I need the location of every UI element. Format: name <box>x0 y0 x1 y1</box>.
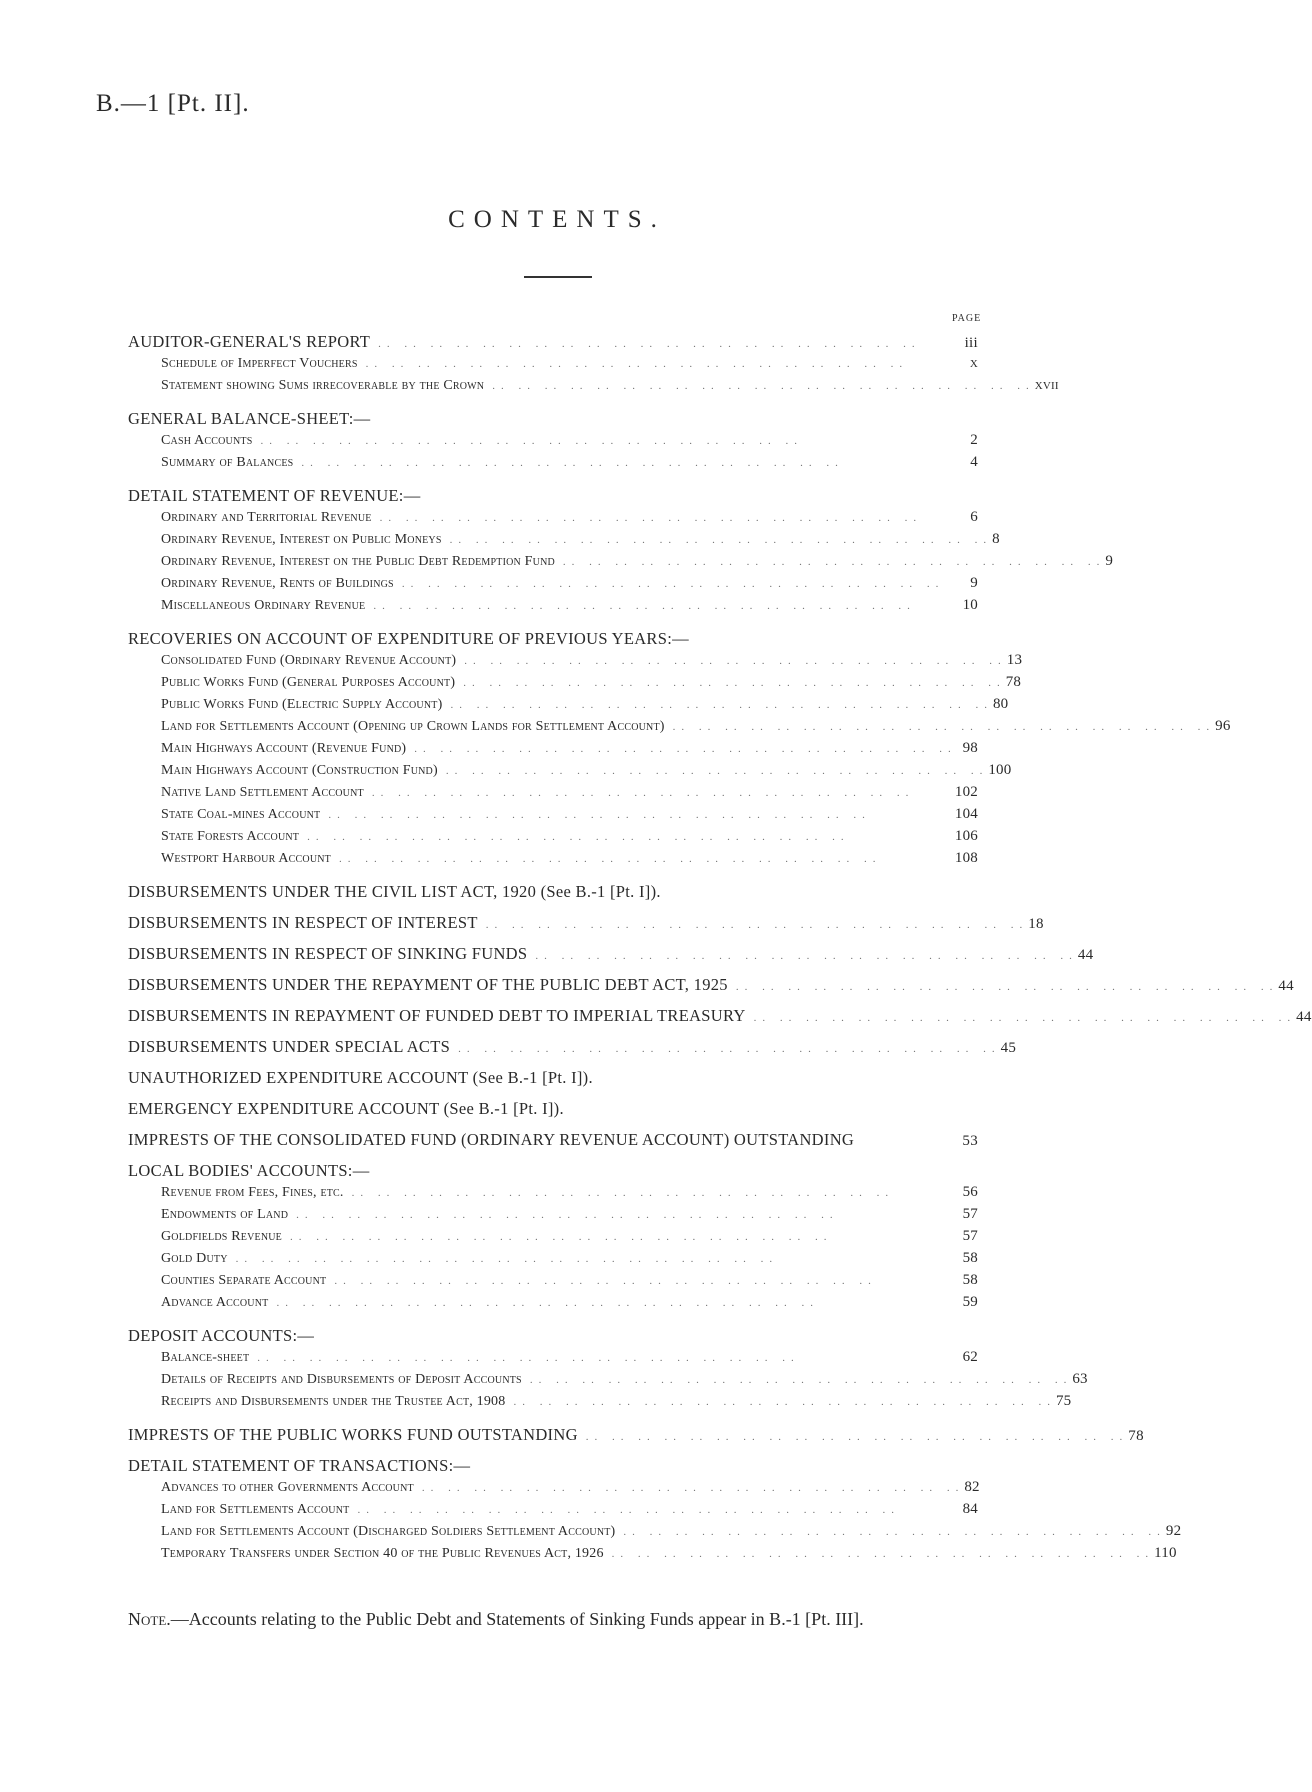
toc-leader-dots: .. .. .. .. .. .. .. .. .. .. .. .. .. .. .. .. .. .. .. .. .. <box>334 1275 877 1287</box>
toc-entry <box>128 1228 978 1248</box>
toc-entry <box>128 509 978 529</box>
toc-page-number: 18 <box>1028 916 1044 932</box>
toc-page-number: 6 <box>970 509 978 525</box>
toc-entry <box>128 1272 978 1292</box>
toc-leader-dots: .. .. .. .. .. .. .. .. .. .. .. .. .. .. .. .. .. .. .. .. .. <box>328 809 871 821</box>
toc-page-number: 13 <box>1006 652 1023 668</box>
toc-label: Statement showing Sums irrecoverable by the Crown <box>161 378 485 393</box>
toc-entry <box>128 674 1022 694</box>
toc-leader-dots: .. .. .. .. .. .. .. .. .. .. .. .. .. .. .. .. .. .. .. .. .. <box>276 1297 819 1309</box>
toc-leader-dots: .. .. .. .. .. .. .. .. .. .. .. .. .. .. .. .. .. .. .. .. .. <box>421 1482 965 1494</box>
toc-label: DISBURSEMENTS UNDER SPECIAL ACTS <box>128 1037 451 1056</box>
toc-section-heading <box>128 629 978 650</box>
toc-leader-dots: .. .. .. .. .. .. .. .. .. .. .. .. .. .. .. .. .. .. .. .. .. <box>371 787 915 799</box>
toc-section-heading <box>128 1161 978 1182</box>
toc-leader-dots: .. .. .. .. .. .. .. .. .. .. .. .. .. .. .. .. .. .. .. .. .. <box>464 655 1007 667</box>
toc-section-heading <box>128 882 978 903</box>
toc-page-number: 80 <box>992 696 1009 712</box>
toc-page-number: 82 <box>964 1479 980 1495</box>
toc-page-number: 4 <box>970 454 978 470</box>
toc-page-number: 10 <box>962 597 978 613</box>
toc-page-number: 100 <box>988 762 1012 778</box>
toc-page-number: 56 <box>962 1184 978 1200</box>
toc-entry <box>128 1184 978 1204</box>
toc-label: UNAUTHORIZED EXPENDITURE ACCOUNT (See B.-1 [Pt. I]). <box>128 1068 593 1087</box>
toc-label: DISBURSEMENTS IN RESPECT OF INTEREST <box>128 913 478 932</box>
toc-entry <box>128 432 978 452</box>
toc-section-heading <box>128 1425 1144 1446</box>
toc-leader-dots: .. .. .. .. .. .. .. .. .. .. .. .. .. .. .. .. .. .. .. .. .. <box>365 358 909 370</box>
toc-section-heading <box>128 1068 978 1089</box>
toc-label: Land for Settlements Account (Discharged Soldiers Settlement Account) <box>161 1524 616 1539</box>
toc-label: EMERGENCY EXPENDITURE ACCOUNT (See B.-1 [Pt. I]). <box>128 1099 564 1118</box>
toc-page-number: 44 <box>1296 1009 1312 1025</box>
toc-section-heading <box>128 1037 1017 1058</box>
toc-entry <box>128 1523 1182 1543</box>
toc-entry <box>128 553 1114 573</box>
toc-leader-dots: .. .. .. .. .. .. .. .. .. .. .. .. .. .. .. .. .. .. .. .. .. <box>401 578 945 590</box>
toc-page-number: 96 <box>1215 718 1231 734</box>
toc-page-number: 59 <box>962 1294 978 1310</box>
toc-page-number: 110 <box>1154 1545 1177 1561</box>
toc-leader-dots: .. .. .. .. .. .. .. .. .. .. .. .. .. .. .. .. .. .. .. .. .. <box>485 919 1029 931</box>
toc-entry <box>128 597 978 617</box>
toc-leader-dots: .. .. .. .. .. .. .. .. .. .. .. .. .. .. .. .. .. .. .. .. .. <box>378 338 921 350</box>
document-reference: B.—1 [Pt. II]. <box>96 90 250 117</box>
toc-entry <box>128 454 978 474</box>
toc-entry <box>128 1479 978 1499</box>
toc-label: State Forests Account <box>161 829 300 844</box>
toc-entry <box>128 784 978 804</box>
toc-label: Advance Account <box>161 1295 269 1310</box>
toc-leader-dots: .. .. .. .. .. .. .. .. .. .. .. .. .. .. .. .. .. .. .. .. .. <box>307 831 850 843</box>
toc-entry <box>128 1349 978 1369</box>
toc-entry <box>128 1206 978 1226</box>
toc-leader-dots: .. .. .. .. .. .. .. .. .. .. .. .. .. .. .. .. .. .. .. .. .. <box>562 556 1106 568</box>
toc-page-number: 57 <box>962 1228 978 1244</box>
toc-label: DISBURSEMENTS IN RESPECT OF SINKING FUNDS <box>128 944 528 963</box>
toc-section-heading <box>128 332 978 353</box>
toc-leader-dots: .. .. .. .. .. .. .. .. .. .. .. .. .. .. .. .. .. .. .. .. .. <box>492 380 1035 392</box>
toc-leader-dots: .. .. .. .. .. .. .. .. .. .. .. .. .. .. .. .. .. .. .. .. .. <box>373 600 916 612</box>
toc-page-number: xvii <box>1034 377 1059 393</box>
toc-page-number: 44 <box>1077 947 1094 963</box>
toc-entry <box>128 355 978 375</box>
toc-label: Land for Settlements Account <box>161 1502 350 1517</box>
toc-page-number: 44 <box>1278 978 1294 994</box>
toc-section-heading <box>128 409 978 430</box>
toc-label: Summary of Balances <box>161 455 294 470</box>
toc-label: Schedule of Imperfect Vouchers <box>161 356 358 371</box>
toc-label: Revenue from Fees, Fines, etc. <box>161 1185 344 1200</box>
toc-page-number: 45 <box>1000 1040 1017 1056</box>
toc-label: Advances to other Governments Account <box>161 1480 414 1495</box>
toc-leader-dots: .. .. .. .. .. .. .. .. .. .. .. .. .. .. .. .. .. .. .. .. .. <box>414 743 957 755</box>
toc-label: Public Works Fund (Electric Supply Account) <box>161 697 443 712</box>
toc-label: Details of Receipts and Disbursements of Deposit Accounts <box>161 1372 522 1387</box>
toc-leader-dots: .. .. .. .. .. .. .. .. .. .. .. .. .. .. .. .. .. .. .. .. .. <box>235 1253 779 1265</box>
toc-label: Counties Separate Account <box>161 1273 327 1288</box>
toc-label: DEPOSIT ACCOUNTS:— <box>128 1326 315 1345</box>
toc-label: Receipts and Disbursements under the Trustee Act, 1908 <box>161 1394 506 1409</box>
toc-leader-dots: .. .. .. .. .. .. .. .. .. .. .. .. .. .. .. .. .. .. .. .. .. <box>458 1043 1001 1055</box>
toc-section-heading <box>128 975 1294 996</box>
toc-label: AUDITOR-GENERAL'S REPORT <box>128 332 371 351</box>
toc-leader-dots: .. .. .. .. .. .. .. .. .. .. .. .. .. .. .. .. .. .. .. .. .. <box>735 981 1279 993</box>
page-column-label: PAGE <box>952 313 982 324</box>
toc-entry <box>128 1501 978 1521</box>
page-title: CONTENTS. <box>448 206 666 233</box>
table-of-contents <box>128 332 1312 1565</box>
toc-label: State Coal-mines Account <box>161 807 321 822</box>
toc-leader-dots: .. .. .. .. .. .. .. .. .. .. .. .. .. .. .. .. .. .. .. .. .. <box>585 1431 1129 1443</box>
toc-label: LOCAL BODIES' ACCOUNTS:— <box>128 1161 370 1180</box>
toc-leader-dots: .. .. .. .. .. .. .. .. .. .. .. .. .. .. .. .. .. .. .. .. .. <box>623 1526 1166 1538</box>
toc-page-number: 57 <box>962 1206 978 1222</box>
toc-page-number: 98 <box>962 740 978 756</box>
toc-entry <box>128 1393 1072 1413</box>
toc-page-number: x <box>969 355 978 371</box>
toc-label: Gold Duty <box>161 1251 228 1266</box>
toc-label: Public Works Fund (General Purposes Account) <box>161 675 456 690</box>
toc-entry <box>128 762 1012 782</box>
toc-label: DISBURSEMENTS IN REPAYMENT OF FUNDED DEBT TO IMPERIAL TREASURY <box>128 1006 746 1025</box>
toc-label: Westport Harbour Account <box>161 851 331 866</box>
toc-label: IMPRESTS OF THE CONSOLIDATED FUND (ORDINARY REVENUE ACCOUNT) OUTSTANDING <box>128 1130 855 1149</box>
toc-leader-dots: .. .. .. .. .. .. .. .. .. .. .. .. .. .. .. .. .. .. .. .. .. <box>450 699 993 711</box>
toc-page-number: 106 <box>954 828 978 844</box>
toc-leader-dots: .. .. .. .. .. .. .. .. .. .. .. .. .. .. .. .. .. .. .. .. .. <box>379 512 923 524</box>
toc-page-number: 2 <box>970 432 978 448</box>
toc-leader-dots: .. .. .. .. .. .. .. .. .. .. .. .. .. .. .. .. .. .. .. .. .. <box>301 457 844 469</box>
toc-page-number: 58 <box>962 1272 978 1288</box>
toc-label: Native Land Settlement Account <box>161 785 364 800</box>
toc-section-heading <box>128 1130 978 1151</box>
toc-label: Main Highways Account (Construction Fund) <box>161 763 438 778</box>
toc-page-number: iii <box>964 335 978 351</box>
toc-leader-dots: .. .. .. .. .. .. .. .. .. .. .. .. .. .. .. .. .. .. .. .. .. <box>529 1374 1073 1386</box>
toc-page-number: 92 <box>1165 1523 1182 1539</box>
toc-page-number: 104 <box>954 806 978 822</box>
toc-label: Land for Settlements Account (Opening up Crown Lands for Settlement Account) <box>161 719 665 734</box>
toc-page-number: 58 <box>962 1250 978 1266</box>
toc-entry <box>128 806 978 826</box>
note-lead: Note. <box>128 1609 171 1629</box>
toc-section-heading <box>128 1006 1312 1027</box>
toc-entry <box>128 1545 1177 1565</box>
toc-label: DISBURSEMENTS UNDER THE CIVIL LIST ACT, 1920 (See B.-1 [Pt. I]). <box>128 882 661 901</box>
toc-leader-dots: .. .. .. .. .. .. .. .. .. .. .. .. .. .. .. .. .. .. .. .. .. <box>357 1504 900 1516</box>
toc-label: Goldfields Revenue <box>161 1229 282 1244</box>
toc-label: Ordinary Revenue, Rents of Buildings <box>161 576 394 591</box>
toc-entry <box>128 1294 978 1314</box>
toc-page-number: 78 <box>1005 674 1022 690</box>
toc-leader-dots: .. .. .. .. .. .. .. .. .. .. .. .. .. .. .. .. .. .. .. .. .. <box>296 1209 839 1221</box>
toc-entry <box>128 828 978 848</box>
title-rule <box>524 276 592 278</box>
toc-entry <box>128 850 978 870</box>
toc-page-number: 75 <box>1055 1393 1072 1409</box>
toc-label: Balance-sheet <box>161 1350 250 1365</box>
toc-page-number: 102 <box>954 784 978 800</box>
toc-section-heading <box>128 913 1044 934</box>
toc-label: Temporary Transfers under Section 40 of the Public Revenues Act, 1926 <box>161 1546 604 1561</box>
toc-label: RECOVERIES ON ACCOUNT OF EXPENDITURE OF PREVIOUS YEARS:— <box>128 629 689 648</box>
toc-entry <box>128 718 1231 738</box>
toc-section-heading <box>128 1326 978 1347</box>
toc-entry <box>128 531 1000 551</box>
toc-entry <box>128 1250 978 1270</box>
toc-label: Miscellaneous Ordinary Revenue <box>161 598 366 613</box>
toc-section-heading <box>128 944 1094 965</box>
toc-label: Consolidated Fund (Ordinary Revenue Account) <box>161 653 457 668</box>
toc-page-number: 9 <box>970 575 978 591</box>
note-text: —Accounts relating to the Public Debt and Statements of Sinking Funds appear in B.-1 [Pt. III]. <box>170 1609 864 1629</box>
toc-entry <box>128 696 1009 716</box>
toc-page-number: 108 <box>954 850 978 866</box>
toc-label: DETAIL STATEMENT OF TRANSACTIONS:— <box>128 1456 471 1475</box>
toc-leader-dots: .. .. .. .. .. .. .. .. .. .. .. .. .. .. .. .. .. .. .. .. .. <box>257 1352 800 1364</box>
toc-label: Ordinary and Territorial Revenue <box>161 510 372 525</box>
toc-leader-dots: .. .. .. .. .. .. .. .. .. .. .. .. .. .. .. .. .. .. .. .. .. <box>260 435 803 447</box>
toc-leader-dots: .. .. .. .. .. .. .. .. .. .. .. .. .. .. .. .. .. .. .. .. .. <box>463 677 1006 689</box>
toc-page-number: 78 <box>1128 1428 1144 1444</box>
toc-entry <box>128 575 978 595</box>
toc-page-number: 62 <box>962 1349 978 1365</box>
toc-label: GENERAL BALANCE-SHEET:— <box>128 409 371 428</box>
toc-entry <box>128 377 1059 397</box>
toc-label: Main Highways Account (Revenue Fund) <box>161 741 407 756</box>
toc-page-number: 8 <box>992 531 1000 547</box>
toc-entry <box>128 1371 1088 1391</box>
toc-label: IMPRESTS OF THE PUBLIC WORKS FUND OUTSTANDING <box>128 1425 578 1444</box>
toc-label: Ordinary Revenue, Interest on Public Moneys <box>161 532 442 547</box>
toc-section-heading <box>128 486 978 507</box>
toc-page-number: 84 <box>962 1501 978 1517</box>
toc-leader-dots: .. .. .. .. .. .. .. .. .. .. .. .. .. .. .. .. .. .. .. .. .. <box>289 1231 833 1243</box>
toc-leader-dots: .. .. .. .. .. .. .. .. .. .. .. .. .. .. .. .. .. .. .. .. .. <box>753 1012 1297 1024</box>
toc-leader-dots: .. .. .. .. .. .. .. .. .. .. .. .. .. .. .. .. .. .. .. .. .. <box>535 950 1078 962</box>
toc-label: DISBURSEMENTS UNDER THE REPAYMENT OF THE PUBLIC DEBT ACT, 1925 <box>128 975 728 994</box>
toc-label: Ordinary Revenue, Interest on the Public Debt Redemption Fund <box>161 554 555 569</box>
toc-leader-dots: .. .. .. .. .. .. .. .. .. .. .. .. .. .. .. .. .. .. .. .. .. <box>339 853 882 865</box>
footnote <box>128 1608 996 1630</box>
toc-entry <box>128 652 1023 672</box>
toc-leader-dots: .. .. .. .. .. .. .. .. .. .. .. .. .. .. .. .. .. .. .. .. .. <box>611 1548 1155 1560</box>
toc-label: Cash Accounts <box>161 433 253 448</box>
toc-section-heading <box>128 1456 978 1477</box>
toc-label: Endowments of Land <box>161 1207 289 1222</box>
toc-label: DETAIL STATEMENT OF REVENUE:— <box>128 486 421 505</box>
toc-page-number: 53 <box>962 1133 978 1149</box>
toc-leader-dots: .. .. .. .. .. .. .. .. .. .. .. .. .. .. .. .. .. .. .. .. .. <box>449 534 993 546</box>
toc-page-number: 63 <box>1072 1371 1088 1387</box>
toc-leader-dots: .. .. .. .. .. .. .. .. .. .. .. .. .. .. .. .. .. .. .. .. .. <box>513 1396 1056 1408</box>
toc-leader-dots: .. .. .. .. .. .. .. .. .. .. .. .. .. .. .. .. .. .. .. .. .. <box>445 765 989 777</box>
toc-entry <box>128 740 978 760</box>
toc-leader-dots: .. .. .. .. .. .. .. .. .. .. .. .. .. .. .. .. .. .. .. .. .. <box>351 1187 895 1199</box>
toc-page-number: 9 <box>1105 553 1114 569</box>
toc-leader-dots: .. .. .. .. .. .. .. .. .. .. .. .. .. .. .. .. .. .. .. .. .. <box>672 721 1216 733</box>
toc-section-heading <box>128 1099 978 1120</box>
